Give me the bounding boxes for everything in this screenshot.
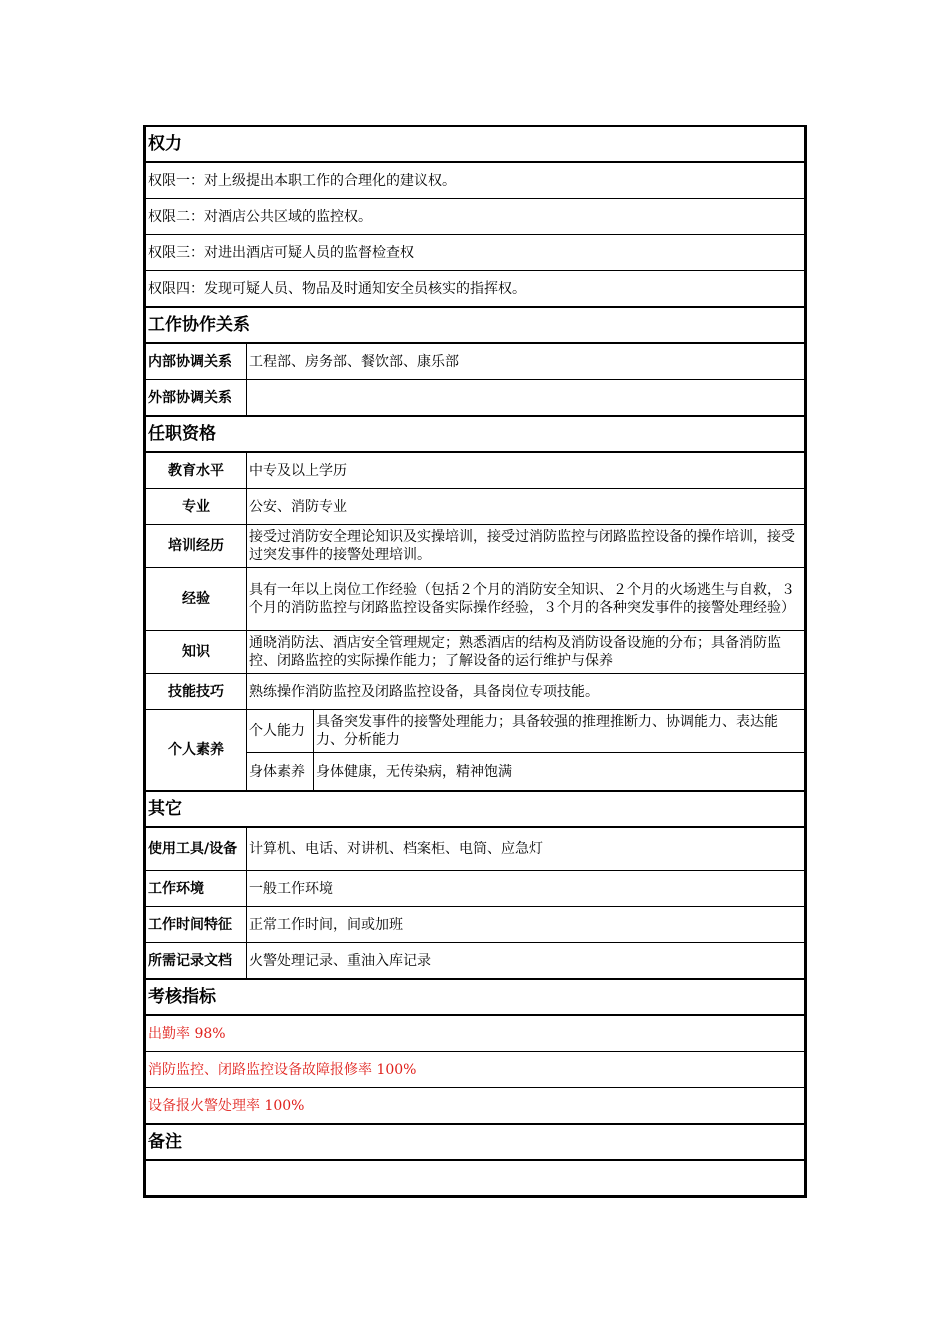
- training-value: 接受过消防安全理论知识及实操培训，接受过消防监控与闭路监控设备的操作培训，接受过突发事件的接警处理培训。: [247, 525, 805, 568]
- personal-quality-label: 个人素养: [146, 710, 247, 792]
- internal-coordination-label: 内部协调关系: [146, 343, 247, 380]
- tools-value: 计算机、电话、对讲机、档案柜、电筒、应急灯: [247, 827, 805, 871]
- education-value: 中专及以上学历: [247, 452, 805, 489]
- records-label: 所需记录文档: [146, 943, 247, 980]
- external-coordination-label: 外部协调关系: [146, 380, 247, 417]
- section-title-remarks: 备注: [146, 1124, 805, 1160]
- authority-item: 权限三：对进出酒店可疑人员的监督检查权: [146, 235, 805, 271]
- experience-label: 经验: [146, 568, 247, 631]
- personal-ability-value: 具备突发事件的接警处理能力；具备较强的推理推断力、协调能力、表达能力、分析能力: [314, 710, 805, 753]
- skills-value: 熟练操作消防监控及闭路监控设备，具备岗位专项技能。: [247, 674, 805, 710]
- experience-value: 具有一年以上岗位工作经验（包括２个月的消防安全知识、２个月的火场逃生与自救，３个月的消防监控与闭路监控设备实际操作经验，３个月的各种突发事件的接警处理经验）: [247, 568, 805, 631]
- knowledge-label: 知识: [146, 631, 247, 674]
- work-time-value: 正常工作时间，间或加班: [247, 907, 805, 943]
- work-environment-label: 工作环境: [146, 871, 247, 907]
- authority-item: 权限四：发现可疑人员、物品及时通知安全员核实的指挥权。: [146, 271, 805, 308]
- remarks-value: [146, 1160, 805, 1196]
- personal-ability-label: 个人能力: [247, 710, 314, 753]
- kpi-item: 消防监控、闭路监控设备故障报修率 100%: [146, 1052, 805, 1088]
- training-label: 培训经历: [146, 525, 247, 568]
- internal-coordination-value: 工程部、房务部、餐饮部、康乐部: [247, 343, 805, 380]
- major-label: 专业: [146, 489, 247, 525]
- major-value: 公安、消防专业: [247, 489, 805, 525]
- section-title-kpi: 考核指标: [146, 979, 805, 1015]
- section-title-authority: 权力: [146, 127, 805, 162]
- external-coordination-value: [247, 380, 805, 417]
- records-value: 火警处理记录、重油入库记录: [247, 943, 805, 980]
- authority-item: 权限一：对上级提出本职工作的合理化的建议权。: [146, 162, 805, 199]
- knowledge-value: 通晓消防法、酒店安全管理规定；熟悉酒店的结构及消防设备设施的分布；具备消防监控、闭路监控的实际操作能力；了解设备的运行维护与保养: [247, 631, 805, 674]
- physical-quality-value: 身体健康，无传染病，精神饱满: [314, 753, 805, 792]
- section-title-other: 其它: [146, 791, 805, 827]
- job-description-table: [143, 125, 807, 1198]
- work-environment-value: 一般工作环境: [247, 871, 805, 907]
- skills-label: 技能技巧: [146, 674, 247, 710]
- section-title-qualification: 任职资格: [146, 416, 805, 452]
- section-title-cooperation: 工作协作关系: [146, 307, 805, 343]
- kpi-item: 设备报火警处理率 100%: [146, 1088, 805, 1125]
- authority-item: 权限二：对酒店公共区域的监控权。: [146, 199, 805, 235]
- physical-quality-label: 身体素养: [247, 753, 314, 792]
- education-label: 教育水平: [146, 452, 247, 489]
- tools-label: 使用工具/设备: [146, 827, 247, 871]
- work-time-label: 工作时间特征: [146, 907, 247, 943]
- kpi-item: 出勤率 98%: [146, 1015, 805, 1052]
